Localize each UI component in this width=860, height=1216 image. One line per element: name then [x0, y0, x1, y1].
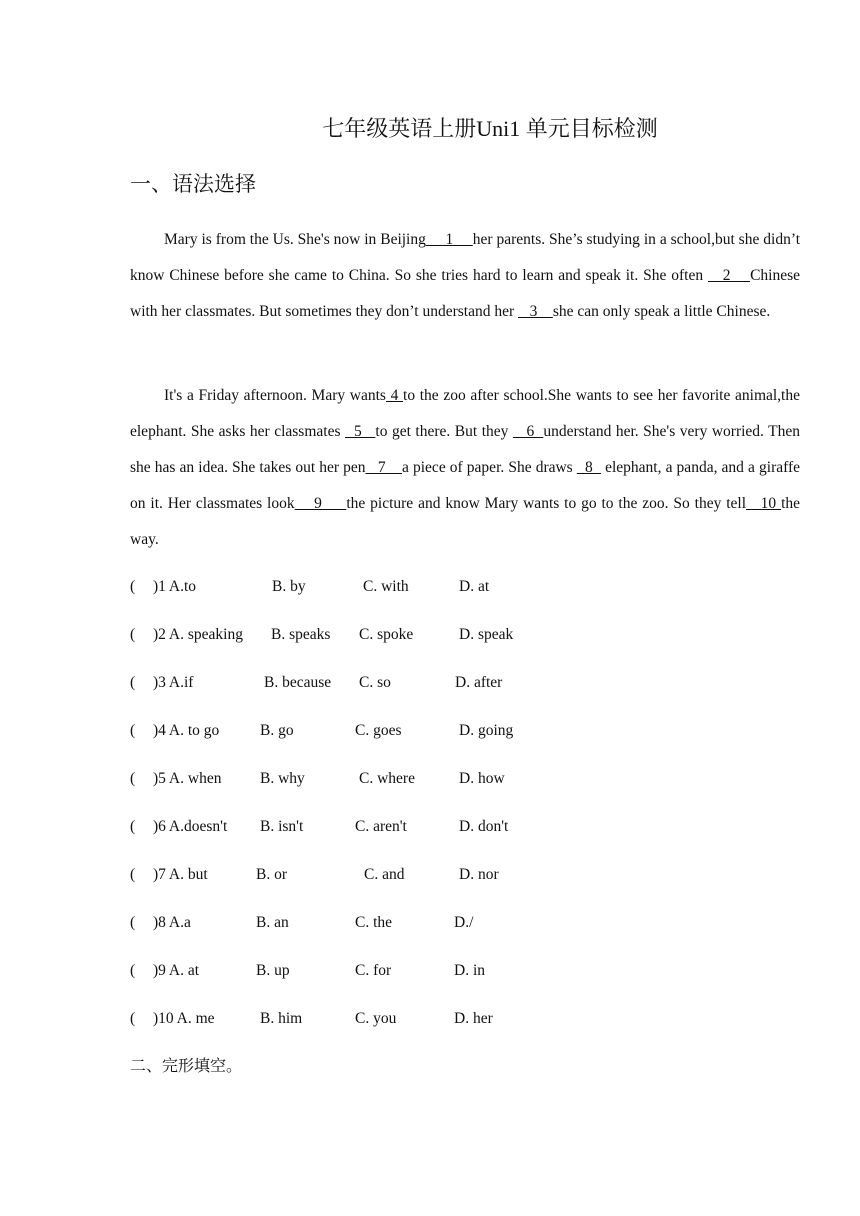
- question-option-d: D. after: [455, 674, 503, 691]
- question-option-a: )7 A. but: [153, 866, 208, 883]
- passage-paragraph-2: [130, 378, 800, 558]
- question-option-d: D. speak: [459, 626, 514, 643]
- question-option-a: )9 A. at: [153, 962, 200, 979]
- question-option-d: D. her: [454, 1010, 493, 1027]
- question-option-c: C. for: [355, 962, 392, 979]
- question-option-d: D. don't: [459, 818, 509, 835]
- question-option-a: )6 A.doesn't: [153, 818, 228, 835]
- question-option-c: C. and: [364, 866, 405, 883]
- section-heading-cloze: 二、完形填空。: [130, 1058, 243, 1075]
- answer-bracket: (: [130, 914, 136, 931]
- answer-bracket: (: [130, 818, 136, 835]
- blank-1: 1: [425, 231, 473, 248]
- passage-text: the picture and know Mary wants to go to the zoo. So they tell: [346, 495, 747, 512]
- question-option-b: B. isn't: [260, 818, 304, 835]
- question-option-a: )2 A. speaking: [153, 626, 243, 643]
- question-option-c: C. goes: [355, 722, 402, 739]
- question-option-d: D./: [454, 914, 474, 931]
- question-option-a: )1 A.to: [153, 578, 197, 595]
- section-heading-grammar: 一、语法选择: [130, 172, 256, 196]
- passage-paragraph-1: [130, 222, 800, 330]
- question-option-c: C. so: [359, 674, 391, 691]
- question-option-c: C. aren't: [355, 818, 407, 835]
- answer-bracket: (: [130, 722, 136, 739]
- question-option-a: )8 A.a: [153, 914, 191, 931]
- question-option-b: B. by: [272, 578, 306, 595]
- answer-bracket: (: [130, 1010, 136, 1027]
- question-option-c: C. the: [355, 914, 393, 931]
- blank-3: 3: [518, 303, 553, 320]
- passage-text: to get there. But they: [375, 423, 513, 440]
- passage-text: Mary is from the Us. She's now in Beijing: [164, 231, 426, 248]
- passage-text: understand her. She's very worried. Then she has an idea. She takes out her pen: [130, 423, 801, 476]
- question-option-d: D. nor: [459, 866, 499, 883]
- question-option-b: B. go: [260, 722, 294, 739]
- blank-7: 7: [365, 459, 403, 476]
- blank-6: 6: [512, 423, 544, 440]
- passage-text: Chinese with her classmates. But sometimes they don’t understand her: [130, 267, 800, 320]
- blank-5: 5: [345, 423, 376, 440]
- question-option-c: C. you: [355, 1010, 397, 1027]
- question-option-c: C. spoke: [359, 626, 414, 643]
- blank-4: 4: [385, 387, 404, 404]
- question-option-b: B. speaks: [271, 626, 331, 643]
- question-option-a: )3 A.if: [153, 674, 194, 691]
- passage-text: her parents. She’s studying in a school,but she didn’t know Chinese before she came to China. So she tries hard to learn and speak it. She often: [130, 231, 801, 284]
- question-option-b: B. why: [260, 770, 305, 787]
- blank-8: 8: [576, 459, 601, 476]
- question-option-a: )10 A. me: [153, 1010, 215, 1027]
- question-option-d: D. in: [454, 962, 485, 979]
- answer-bracket: (: [130, 674, 136, 691]
- answer-bracket: (: [130, 866, 136, 883]
- answer-bracket: (: [130, 578, 136, 595]
- question-option-b: B. or: [256, 866, 287, 883]
- question-option-b: B. him: [260, 1010, 303, 1027]
- answer-bracket: (: [130, 626, 136, 643]
- question-option-c: C. where: [359, 770, 415, 787]
- question-option-d: D. going: [459, 722, 514, 739]
- document-title: 七年级英语上册Uni1 单元目标检测: [322, 116, 658, 141]
- question-option-d: D. at: [459, 578, 490, 595]
- answer-bracket: (: [130, 770, 136, 787]
- passage-text: the way.: [130, 495, 801, 548]
- passage-text: she can only speak a little Chinese.: [552, 303, 771, 320]
- question-option-a: )4 A. to go: [153, 722, 220, 739]
- blank-10: 10: [746, 495, 782, 512]
- blank-2: 2: [708, 267, 751, 284]
- question-option-c: C. with: [363, 578, 409, 595]
- blank-9: 9: [294, 495, 347, 512]
- passage-text: to the zoo after school.She wants to see her favorite animal,the elephant. She asks her classmates: [130, 387, 800, 440]
- question-option-d: D. how: [459, 770, 505, 787]
- answer-bracket: (: [130, 962, 136, 979]
- passage-text: elephant, a panda, and a giraffe on it. Her classmates look: [130, 459, 801, 512]
- question-option-b: B. because: [264, 674, 332, 691]
- passage-text: a piece of paper. She draws: [402, 459, 577, 476]
- question-option-a: )5 A. when: [153, 770, 222, 787]
- question-option-b: B. up: [256, 962, 290, 979]
- passage-text: It's a Friday afternoon. Mary wants: [164, 387, 386, 404]
- question-option-b: B. an: [256, 914, 289, 931]
